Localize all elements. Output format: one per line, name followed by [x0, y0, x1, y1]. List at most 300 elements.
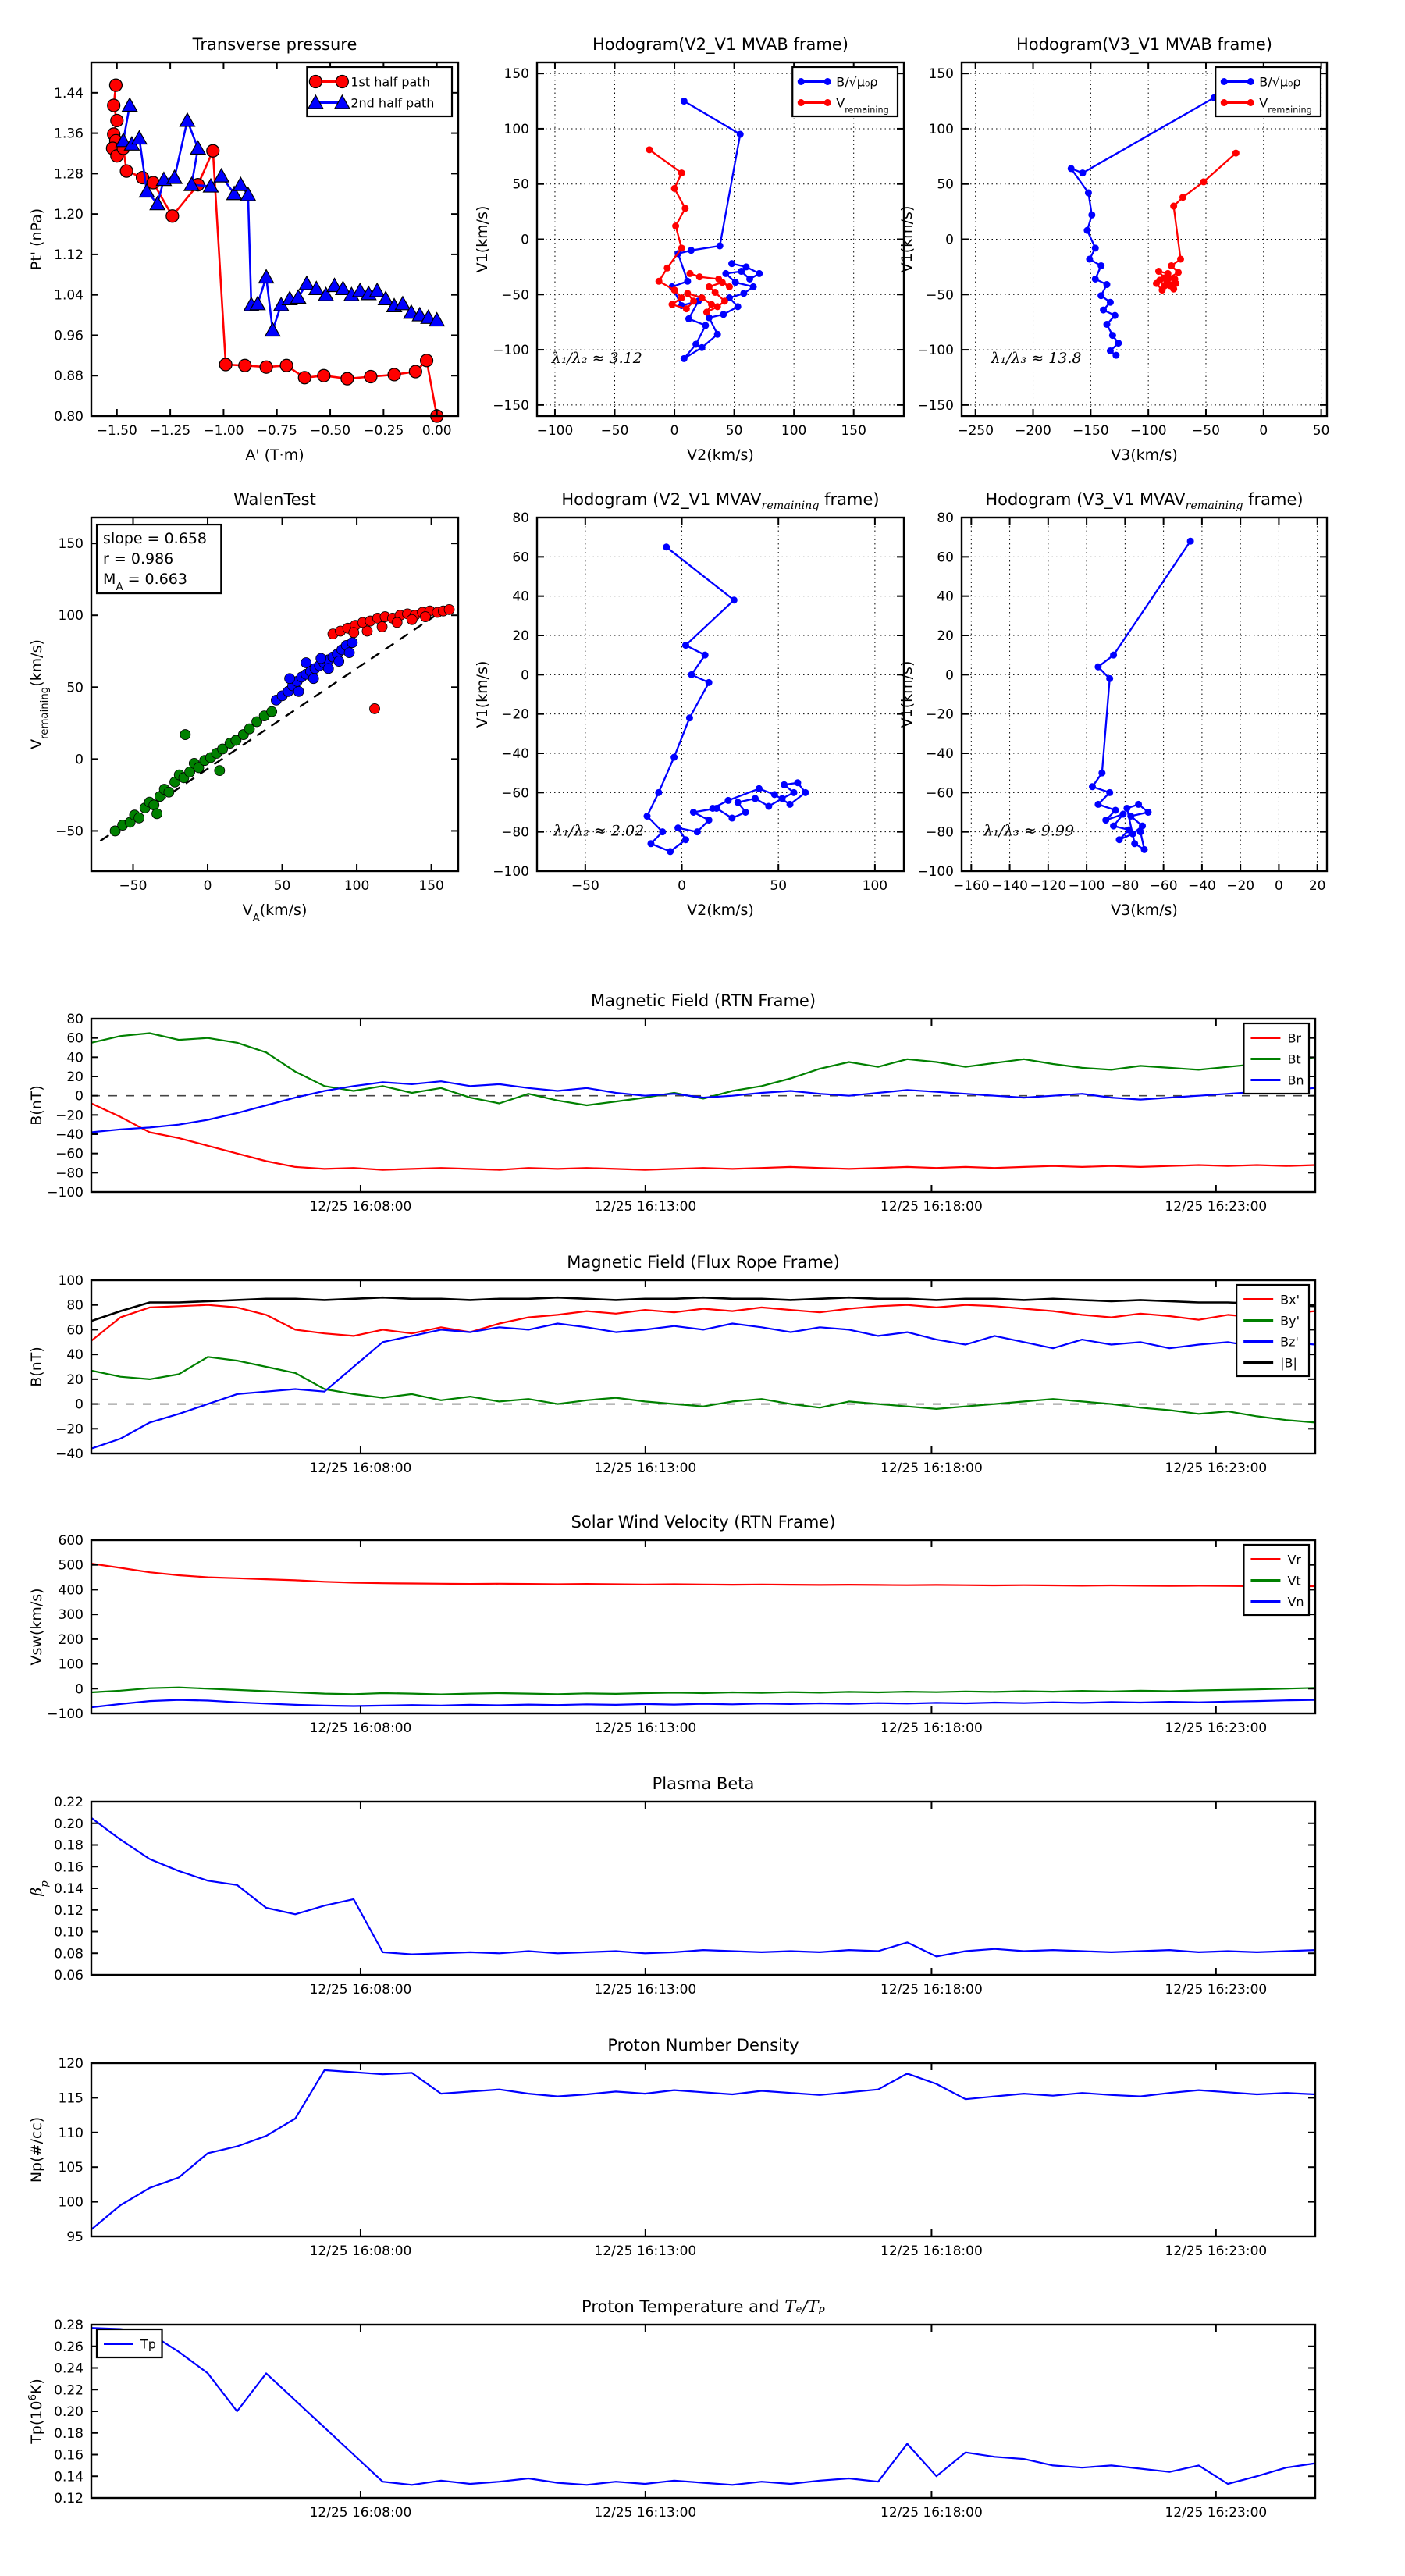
legend-label: $V_{remaining}$ — [1259, 95, 1312, 115]
marker-dot — [742, 263, 749, 270]
legend-label: By' — [1280, 1313, 1300, 1329]
title-text: WalenTest — [233, 490, 316, 509]
series-Bt-line — [91, 1034, 1315, 1106]
y-tick-label: 0.10 — [54, 1924, 84, 1941]
legend-marker — [824, 99, 831, 106]
y-axis-label: $V_{remaining}(km/s)$ — [28, 639, 51, 749]
annotation-line: $M_A = 0.663$ — [103, 571, 187, 593]
marker-dot — [1092, 276, 1099, 283]
y-tick-label: 0.80 — [54, 409, 84, 425]
marker-dot — [1106, 675, 1113, 682]
x-tick-label: 12/25 16:23:00 — [1165, 1720, 1268, 1736]
marker-dot — [1127, 813, 1134, 820]
panel-hodogram-v2v1-mvab — [459, 27, 932, 480]
y-tick-label: 100 — [928, 121, 954, 137]
marker-dot — [706, 283, 713, 290]
legend-marker — [309, 76, 322, 88]
x-tick-label: 100 — [862, 878, 888, 894]
x-tick-label: 12/25 16:13:00 — [594, 1199, 697, 1215]
marker-dot — [1110, 823, 1117, 830]
panel-svg-mag-rtn — [13, 983, 1343, 1253]
marker-dot — [681, 98, 688, 105]
x-tick-label: 20 — [1308, 878, 1326, 894]
marker-circle — [207, 144, 219, 157]
x-tick-label: 100 — [781, 423, 807, 439]
x-tick-label: −200 — [1015, 423, 1051, 439]
marker-dot — [699, 294, 706, 301]
x-tick-label: 50 — [725, 423, 743, 439]
panel-hodogram-v3v1-mvav — [884, 482, 1355, 935]
legend — [792, 67, 898, 116]
marker-dot — [1172, 276, 1179, 283]
marker-dot — [1177, 255, 1184, 262]
marker-dot — [791, 789, 798, 796]
marker-dot — [1112, 806, 1119, 813]
x-tick-label: 50 — [1312, 423, 1330, 439]
marker-dot — [1097, 292, 1104, 299]
x-axis-label: V3(km/s) — [1111, 902, 1178, 919]
marker-dot — [706, 679, 713, 686]
marker-dot — [731, 596, 738, 603]
title-text: Hodogram (V2_V1 MVAV — [561, 490, 762, 509]
marker-dot — [720, 311, 727, 318]
y-tick-label: −80 — [55, 1165, 84, 1182]
marker-dot — [1131, 840, 1138, 847]
y-tick-label: −40 — [55, 1127, 84, 1143]
marker-circle — [388, 368, 400, 381]
marker-dot — [688, 247, 695, 254]
panel-mag-fluxrope — [13, 1244, 1343, 1517]
marker-dot — [1119, 811, 1126, 818]
x-tick-label: 12/25 16:13:00 — [594, 2505, 697, 2521]
x-tick-label: −100 — [536, 423, 574, 439]
marker-dot — [724, 797, 731, 804]
axes-frame — [537, 518, 904, 871]
y-tick-label: 100 — [58, 1656, 84, 1673]
marker-dot — [1155, 268, 1162, 275]
series-scatter-blue-markers — [271, 638, 357, 706]
x-tick-label: −50 — [600, 423, 629, 439]
y-axis-label: V1(km/s) — [474, 205, 491, 273]
marker-dot — [728, 260, 735, 267]
x-tick-label: 12/25 16:08:00 — [309, 1199, 412, 1215]
y-tick-label: 0.20 — [54, 2404, 84, 2420]
panel-hodogram-v3v1-mvab — [884, 27, 1355, 480]
marker-dot — [681, 355, 688, 362]
marker-dot — [1123, 805, 1130, 812]
y-tick-label: 100 — [503, 121, 529, 137]
x-tick-label: −40 — [1187, 878, 1216, 894]
series-1st half path-line — [112, 85, 436, 416]
title-text2: frame) — [819, 490, 880, 509]
y-axis-label: V1(km/s) — [898, 660, 916, 728]
panel-svg-hodogram-v3v1-mvab — [884, 27, 1355, 477]
y-tick-label: 1.28 — [54, 166, 84, 183]
y-tick-label: 40 — [66, 1050, 84, 1066]
x-tick-label: −1.00 — [203, 423, 244, 439]
y-tick-label: 95 — [66, 2229, 84, 2245]
marker-dot — [1168, 262, 1175, 269]
y-tick-label: 115 — [58, 2090, 84, 2107]
marker-dot — [692, 340, 699, 347]
series-Bz-line — [91, 1324, 1315, 1449]
marker-dot — [1161, 275, 1168, 282]
marker-dot — [1110, 652, 1117, 659]
marker-walendot — [180, 730, 190, 740]
marker-circle — [111, 114, 123, 126]
y-tick-label: 0 — [521, 232, 529, 248]
marker-dot — [717, 242, 724, 249]
annotation-box — [97, 525, 221, 593]
x-tick-label: 0 — [670, 423, 679, 439]
marker-dot — [1129, 831, 1136, 838]
marker-dot — [686, 270, 693, 277]
legend-label: Br — [1287, 1030, 1302, 1046]
axis-ticks — [537, 518, 904, 871]
marker-circle — [108, 99, 120, 112]
marker-dot — [1107, 299, 1114, 306]
y-tick-label: 20 — [66, 1372, 84, 1388]
marker-triangle — [265, 322, 280, 336]
y-tick-label: 0.14 — [54, 1881, 84, 1897]
x-tick-label: −100 — [1068, 878, 1105, 894]
y-tick-label: −20 — [926, 706, 954, 723]
marker-dot — [659, 828, 666, 835]
marker-dot — [663, 265, 670, 272]
title-text: Magnetic Field (Flux Rope Frame) — [567, 1253, 840, 1272]
axes-frame — [91, 1802, 1315, 1975]
marker-dot — [1179, 194, 1186, 201]
marker-dot — [670, 754, 678, 761]
x-tick-label: −50 — [1192, 423, 1220, 439]
marker-walendot — [370, 703, 380, 713]
x-tick-label: 12/25 16:13:00 — [594, 1720, 697, 1736]
legend-label: 2nd half path — [350, 95, 435, 111]
y-tick-label: 100 — [58, 1273, 84, 1289]
y-tick-label: −150 — [917, 397, 954, 414]
x-tick-label: −0.75 — [256, 423, 297, 439]
marker-triangle — [190, 141, 205, 155]
legend-marker — [336, 76, 348, 88]
marker-dot — [1068, 165, 1075, 172]
y-tick-label: −100 — [47, 1706, 84, 1722]
y-tick-label: 80 — [937, 511, 954, 526]
x-axis-label: A' (T·m) — [245, 447, 304, 464]
x-tick-label: −250 — [957, 423, 994, 439]
marker-dot — [735, 303, 742, 310]
marker-dot — [696, 273, 703, 280]
y-axis-label: V1(km/s) — [474, 660, 491, 728]
marker-dot — [765, 802, 772, 809]
y-axis-label: Vsw(km/s) — [28, 1588, 45, 1666]
y-tick-label: 105 — [58, 2160, 84, 2176]
y-tick-label: 0.16 — [54, 2447, 84, 2464]
annotation-line: r = 0.986 — [103, 550, 174, 568]
marker-dot — [732, 279, 739, 286]
y-tick-label: 60 — [66, 1030, 84, 1047]
legend-marker — [824, 78, 831, 85]
marker-dot — [771, 791, 778, 798]
y-tick-label: 0.26 — [54, 2339, 84, 2355]
x-tick-label: 12/25 16:08:00 — [309, 1720, 412, 1736]
y-tick-label: 0 — [521, 667, 529, 684]
marker-dot — [1109, 332, 1116, 339]
y-tick-label: 60 — [66, 1322, 84, 1339]
axis-ticks — [91, 1280, 1315, 1453]
marker-dot — [735, 799, 742, 806]
series-Vr-line — [91, 1564, 1315, 1586]
x-axis-label: V2(km/s) — [687, 902, 754, 919]
marker-dot — [647, 840, 654, 847]
x-tick-label: −100 — [1129, 423, 1167, 439]
y-tick-label: −100 — [493, 864, 529, 880]
y-tick-label: 500 — [58, 1557, 84, 1574]
axes-frame — [91, 1540, 1315, 1713]
marker-walendot — [392, 617, 402, 628]
y-tick-label: 100 — [58, 2194, 84, 2211]
x-tick-label: 0 — [678, 878, 686, 894]
marker-dot — [1158, 286, 1165, 294]
annotation: λ₁/λ₃ ≈ 9.99 — [984, 822, 1075, 840]
marker-dot — [1094, 801, 1101, 808]
marker-dot — [1170, 203, 1177, 210]
legend — [1243, 1023, 1309, 1094]
series-B-alfven-markers — [668, 98, 763, 362]
panel-hodogram-v2v1-mvav — [459, 482, 932, 935]
marker-dot — [752, 795, 759, 802]
y-tick-label: 0 — [75, 752, 84, 768]
marker-dot — [1112, 352, 1119, 359]
marker-dot — [1104, 321, 1111, 328]
marker-dot — [672, 222, 679, 229]
marker-circle — [421, 354, 433, 367]
title-text: Proton Temperature and — [582, 2297, 785, 2316]
marker-dot — [1092, 244, 1099, 251]
marker-walendot — [301, 657, 311, 667]
marker-dot — [710, 805, 717, 812]
y-tick-label: 600 — [58, 1533, 84, 1549]
x-tick-label: −160 — [952, 878, 990, 894]
panel-mag-rtn — [13, 983, 1343, 1256]
y-tick-label: 80 — [66, 1297, 84, 1314]
x-tick-label: 12/25 16:08:00 — [309, 2505, 412, 2521]
x-tick-label: −0.50 — [309, 423, 351, 439]
y-tick-label: 1.36 — [54, 126, 84, 142]
y-axis-label: Np(#/cc) — [28, 2116, 45, 2183]
y-tick-label: −100 — [493, 343, 529, 359]
marker-dot — [681, 205, 688, 212]
marker-dot — [740, 290, 747, 297]
y-tick-label: 0.14 — [54, 2469, 84, 2485]
axes-frame — [962, 518, 1327, 871]
series-V-remaining-markers — [1153, 150, 1240, 294]
marker-triangle — [180, 113, 194, 126]
marker-walendot — [267, 706, 277, 717]
y-tick-label: 0.06 — [54, 1968, 84, 1984]
marker-walendot — [323, 664, 333, 674]
marker-dot — [1144, 809, 1151, 816]
marker-triangle — [132, 131, 147, 144]
y-tick-label: 50 — [512, 176, 529, 193]
y-tick-label: 400 — [58, 1582, 84, 1599]
y-tick-label: 0 — [75, 1681, 84, 1698]
marker-triangle — [167, 170, 182, 183]
legend-marker — [1247, 78, 1254, 85]
x-tick-label: 0 — [1275, 878, 1283, 894]
x-tick-label: 12/25 16:08:00 — [309, 1982, 412, 1998]
marker-dot — [712, 289, 719, 296]
marker-triangle — [299, 276, 314, 290]
series-B-alfven-line — [1071, 98, 1214, 355]
legend-label: $V_{remaining}$ — [836, 95, 889, 115]
legend-label: Tp — [140, 2336, 156, 2352]
y-tick-label: 0.22 — [54, 2382, 84, 2399]
y-tick-label: 0.20 — [54, 1816, 84, 1832]
marker-dot — [1089, 783, 1096, 790]
y-tick-label: −50 — [501, 287, 529, 304]
panel-svg-hodogram-v3v1-mvav — [884, 482, 1355, 932]
marker-dot — [742, 809, 749, 816]
marker-walendot — [215, 766, 225, 776]
marker-triangle — [395, 297, 410, 310]
x-tick-label: 0 — [203, 878, 212, 894]
marker-dot — [715, 276, 722, 283]
series-Tp-line — [91, 2328, 1315, 2485]
title-text: Proton Number Density — [607, 2036, 799, 2055]
marker-circle — [365, 371, 377, 383]
y-tick-label: 0.18 — [54, 1838, 84, 1854]
legend-label: Bt — [1287, 1051, 1301, 1067]
marker-dot — [684, 290, 691, 297]
x-tick-label: −20 — [1226, 878, 1255, 894]
marker-dot — [1115, 836, 1122, 843]
marker-triangle — [233, 177, 248, 190]
y-tick-label: −60 — [926, 785, 954, 802]
axis-ticks — [91, 1802, 1315, 1975]
x-tick-label: 12/25 16:23:00 — [1165, 1461, 1268, 1476]
y-tick-label: 100 — [58, 608, 84, 624]
y-tick-label: −150 — [493, 397, 529, 414]
marker-circle — [166, 210, 179, 222]
x-tick-label: 12/25 16:13:00 — [594, 1461, 697, 1476]
marker-walendot — [444, 604, 454, 614]
x-tick-label: 12/25 16:23:00 — [1165, 1982, 1268, 1998]
y-tick-label: 150 — [503, 66, 529, 83]
panel-svg-transverse-pressure — [13, 27, 486, 477]
marker-walendot — [362, 626, 372, 636]
marker-circle — [341, 372, 354, 385]
x-tick-label: 100 — [343, 878, 370, 894]
y-tick-label: −20 — [55, 1108, 84, 1124]
marker-walendot — [334, 656, 344, 667]
series-Bn-line — [91, 1081, 1315, 1132]
title-sub: remaining — [761, 500, 820, 513]
legend-marker — [798, 78, 805, 85]
panel-svg-proton-temp — [13, 2289, 1343, 2559]
y-tick-label: 20 — [937, 628, 954, 644]
y-tick-label: 0.16 — [54, 1859, 84, 1876]
y-tick-label: 0 — [945, 667, 954, 684]
marker-dot — [671, 185, 678, 192]
x-axis-label: V2(km/s) — [687, 447, 754, 464]
title-text: Hodogram(V2_V1 MVAB frame) — [592, 35, 848, 54]
marker-dot — [714, 303, 721, 310]
x-tick-label: −1.50 — [96, 423, 137, 439]
panel-svg-hodogram-v2v1-mvav — [459, 482, 932, 932]
x-tick-label: 150 — [418, 878, 444, 894]
y-tick-label: −80 — [501, 824, 529, 841]
marker-dot — [1112, 312, 1119, 319]
y-tick-label: −40 — [926, 746, 954, 762]
marker-dot — [1175, 269, 1182, 276]
marker-dot — [690, 809, 697, 816]
legend-label: Vn — [1287, 1594, 1304, 1610]
axes-frame — [91, 1280, 1315, 1453]
x-tick-label: −0.25 — [363, 423, 404, 439]
marker-dot — [756, 785, 763, 792]
series-Bx-line — [91, 1305, 1315, 1341]
marker-dot — [726, 283, 733, 290]
marker-dot — [1085, 190, 1092, 197]
y-tick-label: −20 — [501, 706, 529, 723]
grid — [962, 518, 1327, 871]
marker-dot — [728, 815, 735, 822]
title-sub: remaining — [1185, 500, 1243, 513]
x-tick-label: 12/25 16:08:00 — [309, 1461, 412, 1476]
panel-proton-temp — [13, 2289, 1343, 2562]
y-tick-label: −100 — [917, 864, 954, 880]
y-tick-label: 200 — [58, 1631, 84, 1648]
x-tick-label: 12/25 16:18:00 — [880, 1199, 983, 1215]
marker-dot — [1104, 281, 1111, 288]
y-tick-label: 50 — [937, 176, 954, 193]
marker-walendot — [293, 686, 304, 696]
title-math: Tₑ/Tₚ — [784, 2297, 825, 2316]
legend — [97, 2329, 162, 2357]
x-tick-label: 0.00 — [422, 423, 452, 439]
panel-svg-walen-test — [13, 482, 486, 932]
legend-label: Vr — [1287, 1552, 1301, 1567]
series-B-alfven-markers — [644, 543, 809, 855]
title-text2: frame) — [1243, 490, 1304, 509]
marker-dot — [1086, 255, 1093, 262]
y-tick-label: 0.12 — [54, 1902, 84, 1919]
marker-dot — [656, 278, 663, 285]
legend-label: Bn — [1287, 1073, 1304, 1088]
y-axis-label: B(nT) — [28, 1347, 45, 1387]
y-tick-label: 0.22 — [54, 1795, 84, 1810]
title-text: Hodogram (V3_V1 MVAV — [985, 490, 1186, 509]
x-tick-label: −150 — [1072, 423, 1109, 439]
marker-dot — [787, 801, 794, 808]
panel-proton-density — [13, 2027, 1343, 2300]
marker-circle — [219, 358, 232, 371]
marker-dot — [699, 344, 706, 351]
marker-dot — [678, 244, 685, 251]
marker-dot — [1088, 212, 1095, 219]
y-tick-label: −60 — [55, 1146, 84, 1162]
legend-label: |B| — [1280, 1355, 1297, 1371]
marker-dot — [667, 848, 674, 855]
marker-dot — [1167, 282, 1174, 289]
panel-svg-vsw-rtn — [13, 1504, 1343, 1774]
marker-circle — [260, 361, 272, 373]
annotation: λ₁/λ₂ ≈ 3.12 — [551, 350, 642, 368]
marker-dot — [682, 642, 689, 649]
title-text: Hodogram(V3_V1 MVAB frame) — [1016, 35, 1272, 54]
marker-dot — [1200, 178, 1208, 185]
marker-dot — [674, 824, 681, 831]
